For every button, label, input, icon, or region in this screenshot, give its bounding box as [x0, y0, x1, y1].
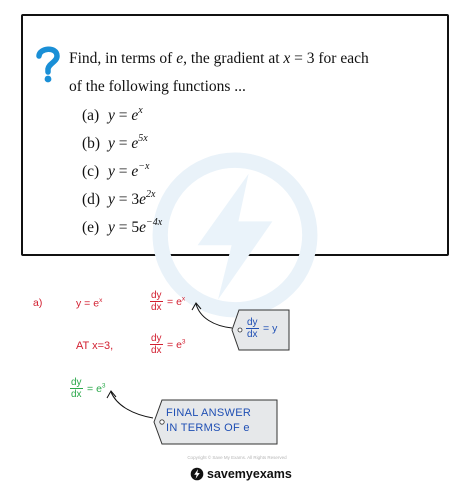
- part-label: a): [33, 297, 43, 309]
- option-b: (b) $y = e^{5x}$: [82, 133, 148, 152]
- substitution-text: AT x=3,: [76, 340, 114, 352]
- derivative-step: $\frac{dy}{dx}$ = $e^x$: [151, 290, 186, 313]
- option-a: (a) $y = e^x$: [82, 105, 143, 124]
- option-d: (d) $y = 3e^{2x}$: [82, 189, 156, 208]
- substitution-result: $\frac{dy}{dx}$ = $e^3$: [151, 333, 186, 356]
- question-line-1: Find, in terms of e, the gradient at x = 3 for each: [69, 50, 369, 67]
- copyright-text: Copyright © Save My Exams. All Rights Reserved: [187, 455, 287, 460]
- option-c: (c) $y = e^{-x}$: [82, 161, 150, 180]
- brand-logo: savemyexams: [190, 466, 292, 482]
- final-answer-note: FINAL ANSWER IN TERMS OF e: [166, 407, 252, 434]
- note-derivative-rule: $\frac{dy}{dx}$ = y: [247, 317, 278, 340]
- lightning-logo-icon: [190, 467, 204, 481]
- question-line-2: of the following functions ...: [69, 78, 246, 95]
- option-e: (e) $y = 5e^{-4x}$: [82, 217, 163, 236]
- final-answer: $\frac{dy}{dx}$ = $e^3$: [71, 377, 106, 400]
- given-function: $y = e^x$: [76, 297, 103, 310]
